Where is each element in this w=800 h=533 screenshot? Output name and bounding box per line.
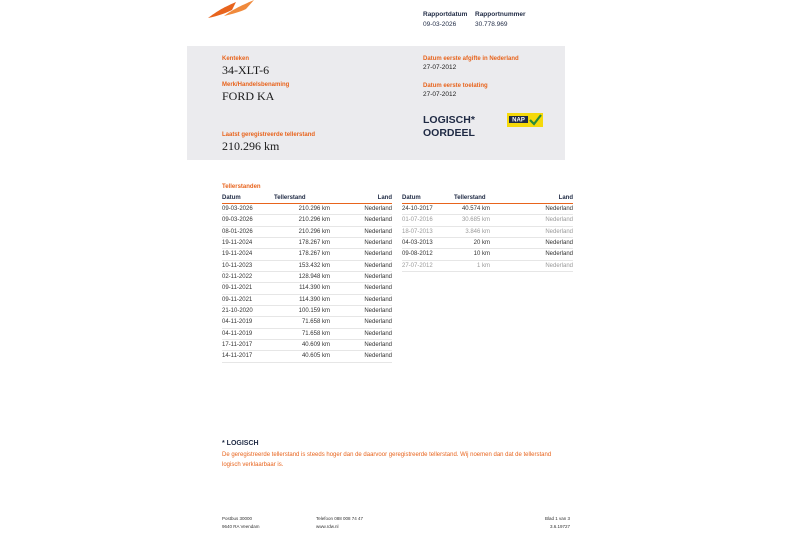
table-row <box>222 249 392 260</box>
column-header-odometer: Tellerstand <box>454 195 486 201</box>
row-odometer: 71.658 km <box>301 319 330 326</box>
plate-value: 34-XLT-6 <box>222 63 270 77</box>
column-header-odometer: Tellerstand <box>274 195 306 201</box>
row-odometer: 40.609 km <box>301 342 330 349</box>
row-odometer: 114.390 km <box>299 296 330 303</box>
first-nl-date-value: 27-07-2012 <box>423 64 457 71</box>
row-odometer: 30.685 km <box>461 217 490 224</box>
row-date: 09-03-2026 <box>222 206 253 212</box>
row-date: 14-11-2017 <box>222 353 253 360</box>
row-country: Nederland <box>364 217 392 224</box>
table-row <box>402 227 573 238</box>
footer-address-line-2: 9640 RA Veendam <box>222 524 260 529</box>
footer-contact <box>316 515 363 531</box>
row-odometer: 40.605 km <box>301 353 330 360</box>
row-country: Nederland <box>364 285 392 292</box>
footer-address-line-1: Postbus 30000 <box>222 516 253 521</box>
note-title: * LOGISCH <box>222 440 259 447</box>
row-date: 09-08-2012 <box>402 251 433 258</box>
row-country: Nederland <box>364 206 392 212</box>
row-date: 21-10-2020 <box>222 308 253 315</box>
row-odometer: 71.658 km <box>301 330 330 337</box>
table-row <box>402 204 573 215</box>
first-nl-date-field <box>423 56 519 71</box>
row-odometer: 100.159 km <box>298 308 330 315</box>
table-row <box>222 204 392 215</box>
footer-page-number: Blad 1 van 3 <box>544 516 570 521</box>
table-row <box>222 295 392 306</box>
table-header <box>402 195 573 204</box>
row-country: Nederland <box>364 296 392 303</box>
first-nl-date-label: Datum eerste afgifte in Nederland <box>423 56 519 62</box>
table-row <box>222 317 392 328</box>
row-date: 18-07-2013 <box>402 228 433 235</box>
row-odometer: 114.390 km <box>299 285 330 292</box>
row-country: Nederland <box>545 262 573 269</box>
plate-field <box>222 56 269 78</box>
row-date: 02-11-2022 <box>222 274 253 281</box>
row-odometer: 20 km <box>473 240 490 247</box>
row-country: Nederland <box>364 228 392 235</box>
row-date: 10-11-2023 <box>222 262 253 269</box>
table-row <box>402 215 573 226</box>
row-odometer: 210.296 km <box>298 228 330 235</box>
row-odometer: 128.948 km <box>298 274 330 281</box>
table-row <box>222 238 392 249</box>
footer-doc-code: 3.6.19727 <box>549 524 570 529</box>
row-country: Nederland <box>545 217 573 224</box>
table-row <box>222 272 392 283</box>
row-date: 09-03-2026 <box>222 217 253 224</box>
column-header-country: Land <box>377 195 392 201</box>
footer-phone: Telefoon 088 008 74 47 <box>316 516 364 521</box>
row-odometer: 210.296 km <box>298 206 330 212</box>
last-odometer-label: Laatst geregistreerde tellerstand <box>222 132 316 138</box>
table-row <box>222 283 392 294</box>
verdict-line-2: OORDEEL <box>423 126 475 139</box>
odometer-section-title: Tellerstanden <box>222 184 261 190</box>
row-odometer: 153.432 km <box>298 262 330 269</box>
plate-label: Kenteken <box>222 56 250 62</box>
row-odometer: 1 km <box>476 262 490 269</box>
row-date: 01-07-2016 <box>402 217 433 224</box>
table-row <box>222 227 392 238</box>
row-date: 19-11-2024 <box>222 240 253 247</box>
row-country: Nederland <box>364 274 392 281</box>
odometer-table-right <box>402 195 573 272</box>
row-date: 09-11-2021 <box>222 296 253 303</box>
table-row <box>222 340 392 351</box>
row-country: Nederland <box>364 319 392 326</box>
row-date: 09-11-2021 <box>222 285 253 292</box>
column-header-date: Datum <box>222 195 241 201</box>
row-date: 17-11-2017 <box>222 342 253 349</box>
row-country: Nederland <box>364 330 392 337</box>
row-country: Nederland <box>364 251 392 258</box>
row-date: 04-03-2013 <box>402 240 433 247</box>
verdict <box>423 114 475 139</box>
row-date: 24-10-2017 <box>402 206 433 212</box>
row-date: 04-11-2019 <box>222 319 253 326</box>
report-date-label: Rapportdatum <box>423 11 468 18</box>
row-date: 08-01-2026 <box>222 228 253 235</box>
odometer-table-left <box>222 195 392 363</box>
table-row <box>222 306 392 317</box>
table-header <box>222 195 392 204</box>
row-country: Nederland <box>545 240 573 247</box>
make-model-value: FORD KA <box>222 89 275 103</box>
make-model-label: Merk/Handelsbenaming <box>222 82 290 88</box>
note-text: De geregistreerde tellerstand is steeds hoger dan de daarvoor geregistreerde tellerstand. Wij noemen dan dat de tellerstand logisch verklaarbaar is. <box>222 452 552 468</box>
row-country: Nederland <box>364 353 392 360</box>
row-country: Nederland <box>364 240 392 247</box>
row-country: Nederland <box>545 228 573 235</box>
row-date: 27-07-2012 <box>402 262 433 269</box>
rdw-logo <box>206 0 256 22</box>
table-row <box>222 351 392 362</box>
make-model-field <box>222 82 289 104</box>
row-date: 04-11-2019 <box>222 330 253 337</box>
column-header-date: Datum <box>402 195 421 201</box>
report-number-label: Rapportnummer <box>475 11 526 18</box>
last-odometer-field <box>222 132 315 154</box>
row-odometer: 178.267 km <box>298 251 330 258</box>
row-country: Nederland <box>545 251 573 258</box>
footer-page-info <box>543 515 570 531</box>
last-odometer-value: 210.296 km <box>222 139 280 153</box>
report-number-value: 30.778.969 <box>475 21 508 28</box>
nap-logo-text: NAP <box>512 117 525 124</box>
row-odometer: 210.296 km <box>298 217 330 224</box>
nap-logo-icon <box>507 113 543 127</box>
footer-website: www.rdw.nl <box>316 524 339 529</box>
column-header-country: Land <box>558 195 573 201</box>
table-row <box>222 215 392 226</box>
footer-address <box>222 515 260 531</box>
table-row <box>402 261 573 272</box>
row-country: Nederland <box>364 342 392 349</box>
first-admission-field <box>423 83 488 98</box>
vehicle-summary-panel <box>187 46 565 160</box>
row-country: Nederland <box>364 262 392 269</box>
row-odometer: 10 km <box>473 251 490 258</box>
table-row <box>222 261 392 272</box>
verdict-line-1: LOGISCH* <box>423 114 475 126</box>
row-country: Nederland <box>364 308 392 315</box>
table-row <box>222 329 392 340</box>
row-odometer: 40.574 km <box>461 206 490 212</box>
first-admission-value: 27-07-2012 <box>423 91 457 98</box>
row-country: Nederland <box>545 206 573 212</box>
table-row <box>402 238 573 249</box>
first-admission-label: Datum eerste toelating <box>423 83 488 89</box>
report-date-value: 09-03-2026 <box>423 21 457 28</box>
row-odometer: 3.846 km <box>465 228 490 235</box>
row-odometer: 178.267 km <box>298 240 330 247</box>
table-row <box>402 249 573 260</box>
row-date: 19-11-2024 <box>222 251 253 258</box>
